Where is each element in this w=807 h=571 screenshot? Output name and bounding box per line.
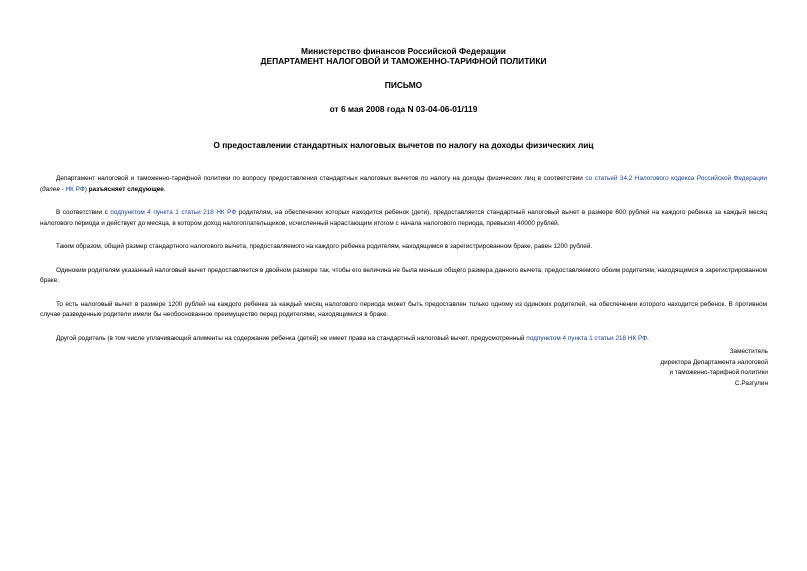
paragraph-1: Департамент налоговой и таможенно-тарифной политики по вопросу предоставления стандартных налоговых вычетов по налогу на доходы физических лиц в соответствии со статьей 34.2 Налогового кодекса Российской Федерации (далее - НК РФ) разъясняет следующее. xyxy=(40,175,767,193)
document-date-number: от 6 мая 2008 года N 03-04-06-01/119 xyxy=(329,104,478,114)
signature-department: директора Департамента налоговой xyxy=(660,358,768,366)
paragraph-5: То есть налоговый вычет в размере 1200 рублей на каждого ребенка за каждый месяц налогового периода может быть предоставлен только одному из одиноких родителей, на обеспечении которого находится ребенок. В противном случае разведенные родители имели бы необоснованное преимущество перед родителями, находящимися в браке. xyxy=(40,300,767,318)
article-218-link[interactable]: подпунктом 4 пункта 1 статьи 218 НК РФ xyxy=(110,209,237,216)
signature-position: Заместитель xyxy=(729,348,768,355)
signature-block xyxy=(660,347,768,389)
department-name: ДЕПАРТАМЕНТ НАЛОГОВОЙ И ТАМОЖЕННО-ТАРИФНОЙ ПОЛИТИКИ xyxy=(260,56,547,66)
document-body xyxy=(40,174,767,344)
ministry-name: Министерство финансов Российской Федерации xyxy=(301,46,506,56)
paragraph-2: В соответствии с подпунктом 4 пункта 1 статьи 218 НК РФ родителям, на обеспечении которых находится ребенок (дети), предоставляется стандартный налоговый вычет в размере 600 рублей на каждого ребенка за каждый месяц налогового периода и действует до месяца, в котором доход налогоплательщиков, исчисленный нарастающим итогом с начала налогового периода, превысил 40000 рублей. xyxy=(40,209,767,227)
tax-code-article-link[interactable]: со статьей 34.2 Налогового кодекса Российской Федерации xyxy=(585,175,767,182)
document-header xyxy=(40,46,767,114)
signature-department-cont: и таможенно-тарифной политики xyxy=(669,369,768,376)
document-title: О предоставлении стандартных налоговых вычетов по налогу на доходы физических лиц xyxy=(213,140,594,150)
article-218-link-2[interactable]: подпунктом 4 пункта 1 статьи 218 НК РФ xyxy=(526,334,648,342)
paragraph-3: Таким образом, общий размер стандартного налогового вычета, предоставляемого на каждого ребенка родителям, находящимся в зарегистрированном браке, равен 1200 рублей. xyxy=(56,243,593,250)
paragraph-4: Одиноким родителям указанный налоговый вычет предоставляется в двойном размере так, чтобы его величина не была меньше общего размера данного вычета, предоставляемого обоим родителям, находящимся в зарегистрированном браке. xyxy=(40,266,767,284)
nk-rf-link[interactable]: НК РФ xyxy=(65,185,85,193)
document-type: ПИСЬМО xyxy=(384,80,423,90)
paragraph-6: Другой родитель (в том числе уплачивающий алименты на содержание ребенка (детей) не имеет права на стандартный налоговый вычет, предусмотренный подпунктом 4 пункта 1 статьи 218 НК РФ. xyxy=(56,334,649,342)
signature-name: С.Разгулин xyxy=(734,379,768,387)
